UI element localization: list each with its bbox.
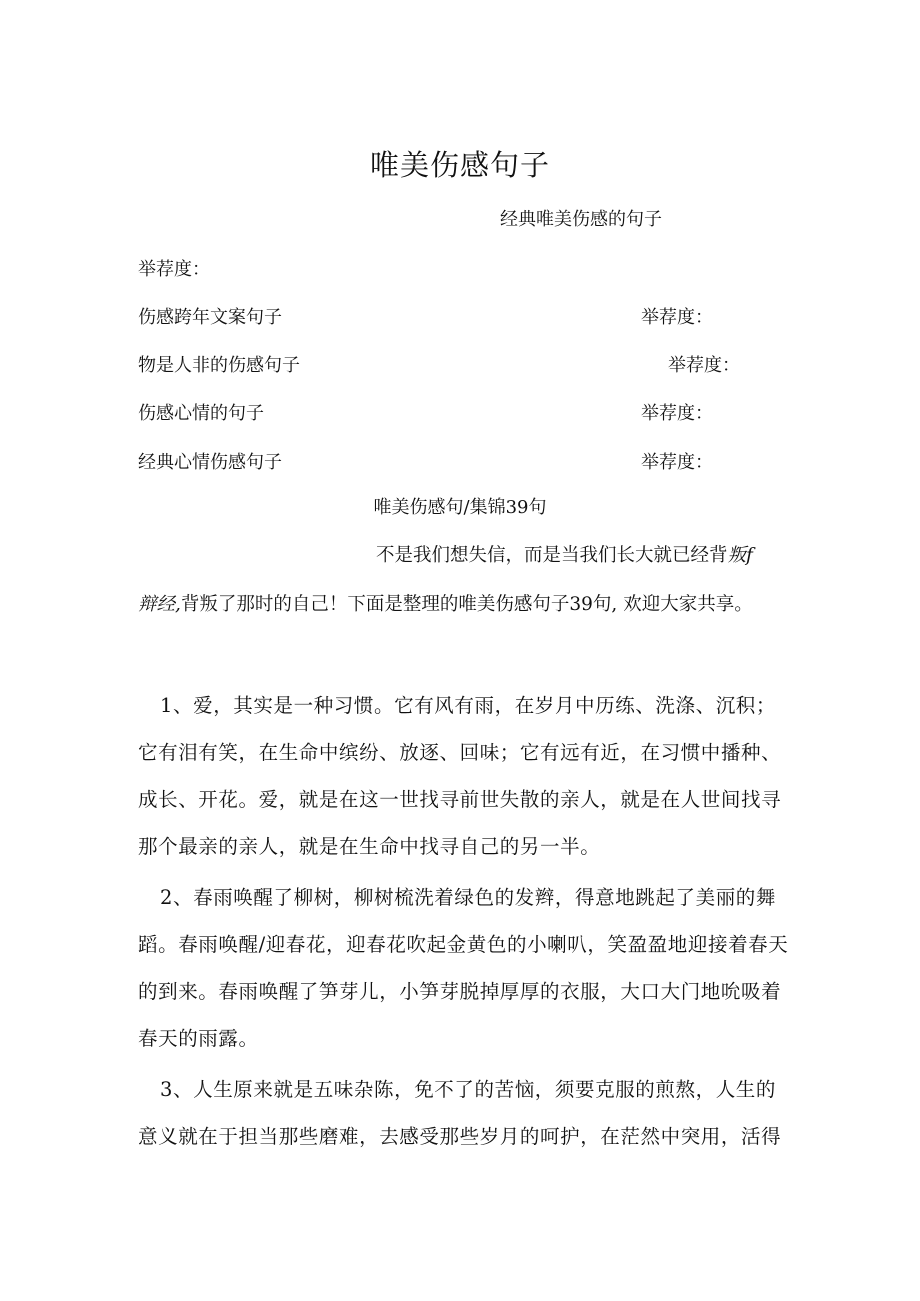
paragraph-2-line-3: 的到来。春雨唤醒了笋芽儿，小笋芽脱掉厚厚的衣服，大口大门地吮吸着 — [138, 980, 782, 1003]
paragraph-2-line-2: 蹈。春雨唤醒/迎春花，迎春花吹起金黄色的小喇叭，笑盈盈地迎接着春天 — [138, 933, 789, 956]
recommend-item-2-rating: 举荐度： — [668, 355, 740, 376]
recommend-item-1-text: 伤感跨年文案句子 — [138, 307, 282, 328]
page-subtitle: 经典唯美伤感的句子 — [500, 209, 662, 230]
intro-line-2 — [138, 590, 753, 616]
section-heading: 唯美伤感句/集锦39句 — [373, 497, 547, 518]
page-title: 唯美伤感句子 — [369, 148, 550, 182]
paragraph-1-line-2: 它有泪有笑，在生命中缤纷、放逐、回味；它有远有近，在习惯中播种、 — [138, 741, 782, 764]
intro-line-1-text: 不是我们想失信，而是当我们长大就已经背 — [376, 545, 728, 566]
paragraph-1-line-4: 那个最亲的亲人，就是在生命中找寻自己的另一半。 — [138, 835, 601, 858]
recommend-item-1-rating: 举荐度： — [641, 307, 713, 328]
recommend-item-3-rating: 举荐度： — [641, 403, 713, 424]
paragraph-1-line-1: 1、爱，其实是一种习惯。它有风有雨，在岁月中历练、洗涤、沉积； — [160, 694, 777, 717]
recommend-item-4-rating: 举荐度： — [641, 452, 713, 473]
paragraph-3-line-2: 意义就在于担当那些磨难，去感受那些岁月的呵护，在茫然中突用，活得 — [138, 1125, 782, 1148]
recommend-item-2-text: 物是人非的伤感句子 — [138, 355, 300, 376]
intro-line-2-italic: 辩经, — [138, 594, 181, 615]
paragraph-3-line-1: 3、人生原来就是五味杂陈，免不了的苦恼，须要克服的煎熬，人生的 — [160, 1078, 777, 1101]
paragraph-1-line-3: 成长、开花。爱，就是在这一世找寻前世失散的亲人，就是在人世间找寻 — [138, 788, 782, 811]
recommend-label: 举荐度： — [138, 259, 210, 280]
intro-line-1 — [376, 541, 753, 567]
recommend-item-4-text: 经典心情伤感句子 — [138, 452, 282, 473]
paragraph-2-line-1: 2、春雨唤醒了柳树，柳树梳洗着绿色的发辫，得意地跳起了美丽的舞 — [160, 886, 777, 909]
intro-line-1-italic: 叛f — [727, 545, 753, 566]
paragraph-2-line-4: 春天的雨露。 — [138, 1027, 259, 1050]
intro-line-2-text: 背叛了那时的自己！下面是整理的唯美伤感句子39句, 欢迎大家共享。 — [180, 594, 753, 615]
recommend-item-3-text: 伤感心情的句子 — [138, 403, 264, 424]
